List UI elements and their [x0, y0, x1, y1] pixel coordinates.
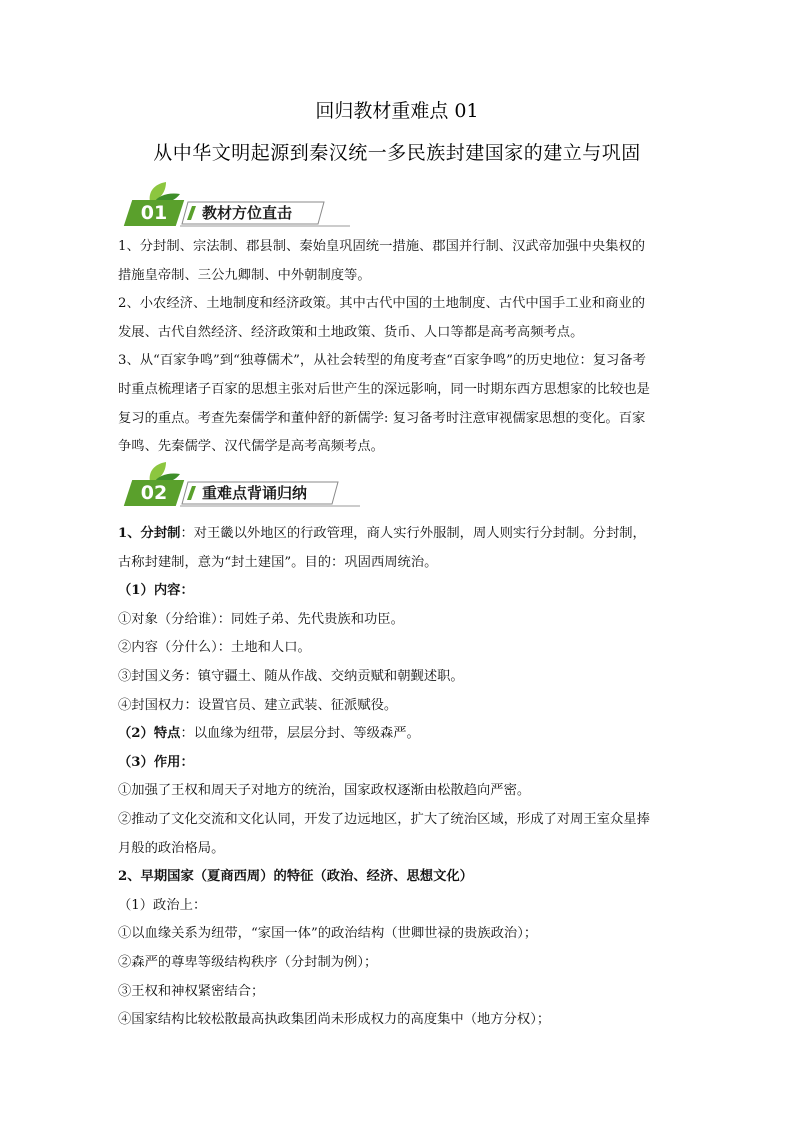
list-item: ②森严的尊卑等级结构秩序（分封制为例）； — [118, 954, 378, 970]
list-item: ④国家结构比较松散最高执政集团尚未形成权力的高度集中（地方分权）； — [118, 1012, 551, 1028]
text-line: 复习的重点。考查先秦儒学和董仲舒的新儒学: 复习备考时注意审视儒家思想的变化。百家 — [118, 410, 646, 426]
section-label-box — [180, 480, 326, 506]
feature-label: （2）特点 — [118, 726, 181, 742]
text-line: 争鸣、先秦儒学、汉代儒学是高考高频考点。 — [118, 439, 384, 455]
list-item: ①对象（分给谁）：同姓子弟、先代贵族和功臣。 — [118, 611, 404, 627]
subheading: （1）内容： — [118, 583, 194, 599]
section-number: 01 — [140, 202, 168, 224]
list-item: ④封国权力：设置官员、建立武装、征派赋役。 — [118, 697, 398, 713]
item-text: ：对王畿以外地区的行政管理，商人实行外服制，周人则实行分封制。分封制， — [180, 526, 646, 541]
list-item: ③封国义务：镇守疆土、随从作战、交纳贡赋和朝觐述职。 — [118, 668, 464, 684]
text-line: 古称封建制，意为“封土建国”。目的：巩固西周统治。 — [118, 554, 438, 570]
section-2-body — [118, 520, 680, 1035]
section-header-02 — [118, 460, 358, 514]
list-item: 月般的政治格局。 — [118, 840, 225, 856]
list-item: ①以血缘关系为纽带，“家国一体”的政治结构（世卿世禄的贵族政治）； — [118, 926, 538, 942]
text-line: 措施皇帝制、三公九卿制、中外朝制度等。 — [118, 267, 371, 283]
document-title: 回归教材重难点 01 — [315, 100, 479, 122]
feature-text: ：以血缘为纽带，层层分封、等级森严。 — [180, 726, 420, 742]
section-number-badge — [124, 480, 184, 506]
section-1-body — [118, 233, 680, 462]
document-subtitle: 从中华文明起源到秦汉统一多民族封建国家的建立与巩固 — [153, 142, 641, 164]
text-line: 3、从“百家争鸣”到“独尊儒术”，从社会转型的角度考查“百家争鸣”的历史地位：复习备考 — [118, 353, 646, 369]
section-number: 02 — [140, 482, 168, 504]
list-item: ①加强了王权和周天子对地方的统治，国家政权逐渐由松散趋向严密。 — [118, 783, 531, 799]
text-line — [118, 720, 680, 749]
subheading: （3）作用： — [118, 754, 194, 770]
section-label: 重难点背诵归纳 — [202, 484, 308, 502]
list-item: ③王权和神权紧密结合； — [118, 983, 265, 999]
list-item: ②推动了文化交流和文化认同，开发了边远地区，扩大了统治区域，形成了对周王室众星捧 — [118, 811, 650, 827]
section-label: 教材方位直击 — [202, 204, 293, 222]
text-line: 1、分封制、宗法制、郡县制、秦始皇巩固统一措施、郡国并行制、汉武帝加强中央集权的 — [118, 239, 646, 254]
section-underline-icon — [180, 224, 350, 228]
section-header-01 — [118, 180, 358, 234]
text-line: 发展、古代自然经济、经济政策和土地政策、货币、人口等都是高考高频考点。 — [118, 324, 584, 340]
item-label: 1、分封制 — [118, 526, 181, 541]
list-item: ②内容（分什么）：土地和人口。 — [118, 640, 311, 656]
subheading: （1）政治上： — [118, 897, 207, 913]
section-number-badge — [124, 200, 184, 226]
text-line: 2、小农经济、土地制度和经济政策。其中古代中国的土地制度、古代中国手工业和商业的 — [118, 296, 646, 312]
section-label-box — [180, 200, 326, 226]
text-line: 时重点梳理诸子百家的思想主张对后世产生的深远影响，同一时期东西方思想家的比较也是 — [118, 381, 650, 397]
item-heading: 2、早期国家（夏商西周）的特征（政治、经济、思想文化） — [118, 869, 473, 885]
section-underline-icon — [180, 504, 360, 508]
text-line — [118, 520, 680, 549]
